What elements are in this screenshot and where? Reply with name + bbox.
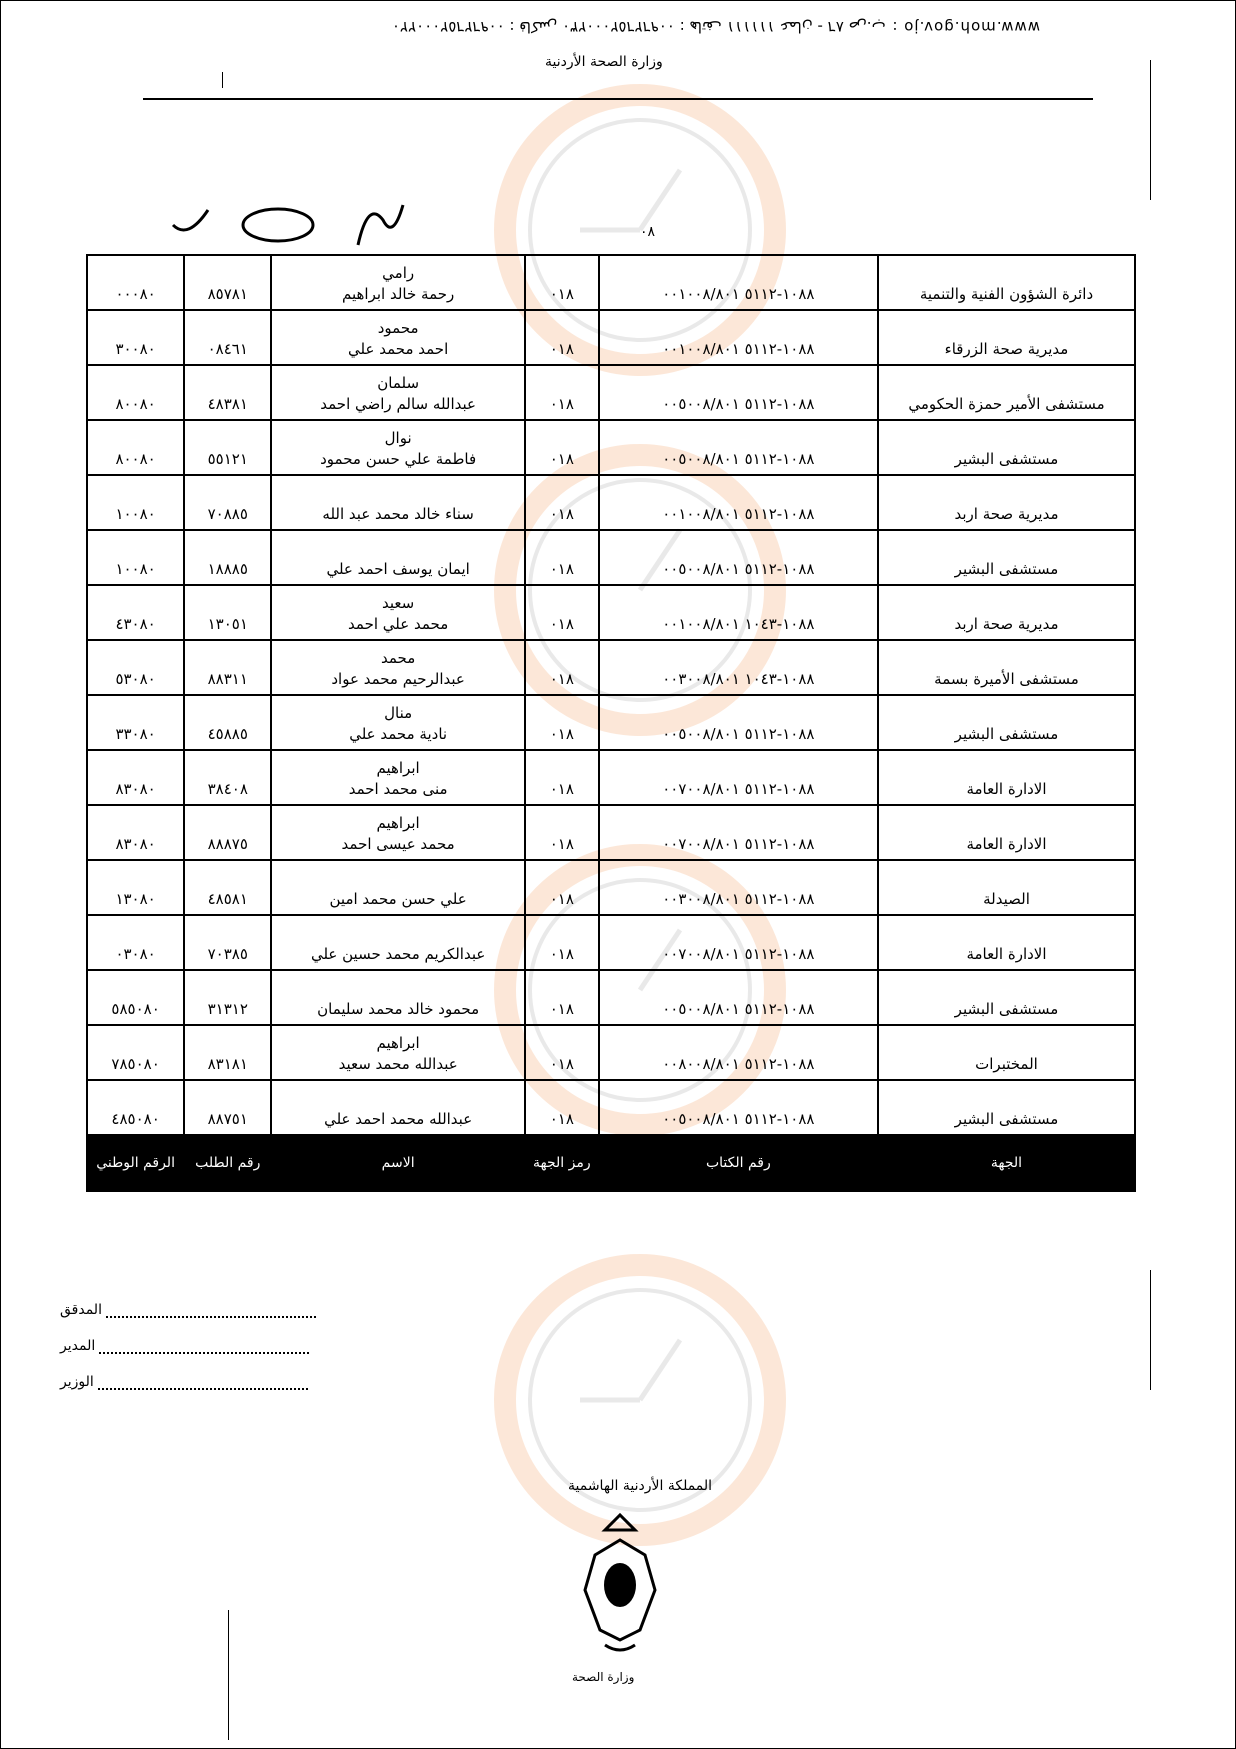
- table-row: [87, 1080, 1135, 1135]
- signature-lines: [60, 1282, 316, 1390]
- letter-number-cell: ١٠٨٨-٥١١٢ ٠٠١٠٠٨/٨٠١: [599, 310, 878, 365]
- signature-label: الوزير: [60, 1374, 94, 1390]
- table-row: [87, 860, 1135, 915]
- letter-number-cell: ١٠٨٨-١٠٤٣ ٠٠٣٠٠٨/٨٠١: [599, 640, 878, 695]
- department-cell: المختبرات: [878, 1025, 1135, 1080]
- name-cell: سعيد محمد علي احمد: [271, 585, 525, 640]
- header-tick: [222, 72, 223, 88]
- letter-number-cell: ١٠٨٨-٥١١٢ ٠٠٥٠٠٨/٨٠١: [599, 530, 878, 585]
- request-number-cell: ٤٨٣٨١: [184, 365, 271, 420]
- name-cell: ابراهيم منى محمد احمد: [271, 750, 525, 805]
- department-cell: مستشفى الأميرة بسمة: [878, 640, 1135, 695]
- table-row: [87, 475, 1135, 530]
- table-row: [87, 805, 1135, 860]
- table-row: [87, 640, 1135, 695]
- letter-number-cell: ١٠٨٨-٥١١٢ ٠٠٥٠٠٨/٨٠١: [599, 1080, 878, 1135]
- letter-number-cell: ١٠٨٨-٥١١٢ ٠٠١٠٠٨/٨٠١: [599, 255, 878, 310]
- emblem-title: المملكة الأردنية الهاشمية: [568, 1478, 713, 1494]
- signature-line: [60, 1282, 316, 1318]
- code-cell: ٠١٨: [525, 310, 599, 365]
- margin-line: [228, 1610, 229, 1740]
- column-header: الرقم الوطني: [87, 1135, 184, 1191]
- table-header-row: [87, 1135, 1135, 1191]
- department-cell: مستشفى البشير: [878, 1080, 1135, 1135]
- table-row: [87, 585, 1135, 640]
- column-header: رقم الكتاب: [599, 1135, 878, 1191]
- coat-of-arms-icon: [565, 1470, 675, 1660]
- table-row: [87, 420, 1135, 475]
- letter-number-cell: ١٠٨٨-٥١١٢ ٠٠٥٠٠٨/٨٠١: [599, 420, 878, 475]
- letter-number-cell: ١٠٨٨-٥١١٢ ٠٠٧٠٠٨/٨٠١: [599, 915, 878, 970]
- department-cell: مستشفى البشير: [878, 970, 1135, 1025]
- department-cell: الصيدلة: [878, 860, 1135, 915]
- department-cell: مديرية صحة اربد: [878, 475, 1135, 530]
- code-cell: ٠١٨: [525, 640, 599, 695]
- code-cell: ٠١٨: [525, 750, 599, 805]
- header-rule: [143, 98, 1093, 100]
- letter-number-cell: ١٠٨٨-٥١١٢ ٠٠٣٠٠٨/٨٠١: [599, 860, 878, 915]
- code-cell: ٠١٨: [525, 970, 599, 1025]
- column-header: الجهة: [878, 1135, 1135, 1191]
- table-row: [87, 970, 1135, 1025]
- name-cell: منال نادية محمد علي: [271, 695, 525, 750]
- national-id-cell: ٥٨٥٠٨٠: [87, 970, 184, 1025]
- department-cell: الادارة العامة: [878, 915, 1135, 970]
- national-id-cell: ١٠٠٨٠: [87, 530, 184, 585]
- national-id-cell: ٤٣٠٨٠: [87, 585, 184, 640]
- national-id-cell: ٤٨٥٠٨٠: [87, 1080, 184, 1135]
- handwritten-signature: [168, 195, 428, 255]
- letter-number-cell: ١٠٨٨-٥١١٢ ٠٠١٠٠٨/٨٠١: [599, 475, 878, 530]
- signature-line: [60, 1354, 316, 1390]
- name-cell: ابراهيم عبدالله محمد سعيد: [271, 1025, 525, 1080]
- national-id-cell: ٨٠٠٨٠: [87, 420, 184, 475]
- request-number-cell: ٥٥١٢١: [184, 420, 271, 475]
- signature-line: [60, 1318, 316, 1354]
- request-number-cell: ١٨٨٨٥: [184, 530, 271, 585]
- code-cell: ٠١٨: [525, 255, 599, 310]
- table-row: [87, 750, 1135, 805]
- name-cell: سناء خالد محمد عبد الله: [271, 475, 525, 530]
- table-row: [87, 1025, 1135, 1080]
- letter-number-cell: ١٠٨٨-٥١١٢ ٠٠٧٠٠٨/٨٠١: [599, 750, 878, 805]
- table-row: [87, 255, 1135, 310]
- request-number-cell: ٨٥٧٨١: [184, 255, 271, 310]
- name-cell: نوال فاطمة علي حسن محمود: [271, 420, 525, 475]
- signature-label: المدير: [60, 1338, 96, 1354]
- code-cell: ٠١٨: [525, 365, 599, 420]
- letter-number-cell: ١٠٨٨-٥١١٢ ٠٠٨٠٠٨/٨٠١: [599, 1025, 878, 1080]
- request-number-cell: ٣١٣١٢: [184, 970, 271, 1025]
- code-cell: ٠١٨: [525, 530, 599, 585]
- column-header: رمز الجهة: [525, 1135, 599, 1191]
- margin-line: [1150, 60, 1151, 200]
- national-id-cell: ٥٣٠٨٠: [87, 640, 184, 695]
- request-number-cell: ١٣٠٥١: [184, 585, 271, 640]
- table-row: [87, 530, 1135, 585]
- letter-number-cell: ١٠٨٨-١٠٤٣ ٠٠١٠٠٨/٨٠١: [599, 585, 878, 640]
- request-number-cell: ٨٨٣١١: [184, 640, 271, 695]
- code-cell: ٠١٨: [525, 860, 599, 915]
- department-cell: مستشفى البشير: [878, 695, 1135, 750]
- name-cell: سلمان عبدالله سالم راضي احمد: [271, 365, 525, 420]
- code-cell: ٠١٨: [525, 1025, 599, 1080]
- department-cell: مديرية صحة الزرقاء: [878, 310, 1135, 365]
- table-row: [87, 695, 1135, 750]
- name-cell: ايمان يوسف احمد علي: [271, 530, 525, 585]
- margin-line: [1150, 1270, 1151, 1390]
- request-number-cell: ٠٨٤٦١: [184, 310, 271, 365]
- letter-number-cell: ١٠٨٨-٥١١٢ ٠٠٥٠٠٨/٨٠١: [599, 970, 878, 1025]
- code-cell: ٠١٨: [525, 475, 599, 530]
- code-cell: ٠١٨: [525, 420, 599, 475]
- national-id-cell: ٣٣٠٨٠: [87, 695, 184, 750]
- column-header: رقم الطلب: [184, 1135, 271, 1191]
- request-number-cell: ٨٨٨٧٥: [184, 805, 271, 860]
- department-cell: الادارة العامة: [878, 805, 1135, 860]
- department-cell: دائرة الشؤون الفنية والتنمية: [878, 255, 1135, 310]
- request-number-cell: ٧٠٨٨٥: [184, 475, 271, 530]
- department-cell: الادارة العامة: [878, 750, 1135, 805]
- letter-number-cell: ١٠٨٨-٥١١٢ ٠٠٥٠٠٨/٨٠١: [599, 695, 878, 750]
- column-header: الاسم: [271, 1135, 525, 1191]
- code-cell: ٠١٨: [525, 915, 599, 970]
- code-cell: ٠١٨: [525, 695, 599, 750]
- name-cell: ابراهيم محمد عيسى احمد: [271, 805, 525, 860]
- name-cell: محمود خالد محمد سليمان: [271, 970, 525, 1025]
- code-cell: ٠١٨: [525, 805, 599, 860]
- department-cell: مديرية صحة اربد: [878, 585, 1135, 640]
- national-id-cell: ٨٣٠٨٠: [87, 805, 184, 860]
- national-id-cell: ٧٨٥٠٨٠: [87, 1025, 184, 1080]
- name-cell: علي حسن محمد امين: [271, 860, 525, 915]
- request-number-cell: ٨٣١٨١: [184, 1025, 271, 1080]
- records-table: [86, 254, 1136, 1192]
- signature-label: المدقق: [60, 1302, 102, 1318]
- request-number-cell: ٣٨٤٠٨: [184, 750, 271, 805]
- national-id-cell: ٨٣٠٨٠: [87, 750, 184, 805]
- emblem-subtitle: وزارة الصحة: [572, 1670, 635, 1684]
- national-id-cell: ١٣٠٨٠: [87, 860, 184, 915]
- table-row: [87, 365, 1135, 420]
- department-cell: مستشفى البشير: [878, 420, 1135, 475]
- name-cell: عبدالكريم محمد حسين علي: [271, 915, 525, 970]
- national-id-cell: ٠٠٠٨٠: [87, 255, 184, 310]
- page-number: ٠٨: [640, 224, 656, 240]
- code-cell: ٠١٨: [525, 1080, 599, 1135]
- national-id-cell: ٠٣٠٨٠: [87, 915, 184, 970]
- request-number-cell: ٨٨٧٥١: [184, 1080, 271, 1135]
- request-number-cell: ٧٠٣٨٥: [184, 915, 271, 970]
- table-row: [87, 310, 1135, 365]
- letter-number-cell: ١٠٨٨-٥١١٢ ٠٠٧٠٠٨/٨٠١: [599, 805, 878, 860]
- national-id-cell: ١٠٠٨٠: [87, 475, 184, 530]
- name-cell: محمود احمد محمد علي: [271, 310, 525, 365]
- header-subtitle: وزارة الصحة الأردنية: [545, 54, 663, 70]
- table-row: [87, 915, 1135, 970]
- national-id-cell: ٣٠٠٨٠: [87, 310, 184, 365]
- request-number-cell: ٤٨٥٨١: [184, 860, 271, 915]
- national-id-cell: ٨٠٠٨٠: [87, 365, 184, 420]
- request-number-cell: ٤٥٨٨٥: [184, 695, 271, 750]
- name-cell: رامي رحمة خالد ابراهيم: [271, 255, 525, 310]
- name-cell: عبدالله محمد احمد علي: [271, 1080, 525, 1135]
- department-cell: مستشفى الأمير حمزة الحكومي: [878, 365, 1135, 420]
- code-cell: ٠١٨: [525, 585, 599, 640]
- letter-number-cell: ١٠٨٨-٥١١٢ ٠٠٥٠٠٨/٨٠١: [599, 365, 878, 420]
- header-contact-line: www.moh.gov.jo : ٠٠٩٦٢٦٥٢٠٠٠٢٢٠ : فاكس ٠٠٩٦٢٦٥٢٠٠٠٢٣٠ : هاتف ١١١١١١ عمان - ٨٦ ص.ب: [391, 18, 1040, 36]
- name-cell: محمد عبدالرحيم محمد عواد: [271, 640, 525, 695]
- department-cell: مستشفى البشير: [878, 530, 1135, 585]
